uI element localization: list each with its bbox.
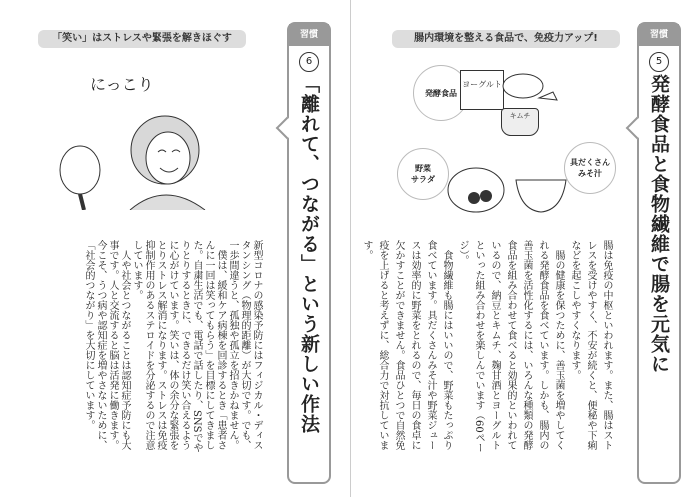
paragraph: 新型コロナの感染予防にはフィジカル・ディスタンシング（物理的距離）が大切です。でも、一歩間違うと、孤独や孤立を招きかねません。 [227,240,262,450]
paragraph: 腸の健康を保つために、善玉菌を増やしてくれる発酵食品を食べています。しかも、腸内の善玉菌を活性化するには、いろんな種類の発酵食品を組み合わせて食べると効果的といわれているので、納豆とキムチ、麹甘酒とヨーグルトといった組み合わせを楽しんでいます（60ページ）。 [457,240,564,453]
smiling-woman-illustration [50,60,240,210]
section-header: 腸内環境を整える食品で、免疫力アップ! [392,30,620,48]
body-text [361,240,614,455]
illustration-caption: にっこり [90,75,154,94]
label-salad: 野菜 サラダ [397,148,449,200]
label-fermented-food: 発酵食品 [413,65,469,121]
habit-number: 5 [649,52,669,72]
chapter-tab [287,22,331,484]
paragraph: 食物繊維も腸にはいいので、野菜もたっぷり食べています。具だくさんみそ汁や野菜ジュースは効率的に野菜をとれるので、毎日の食卓に欠かすことができません。食品ひとつで自然免疫を上げると考えずに、総合力で対抗しています。 [361,240,452,450]
cheese-illustration [501,68,561,108]
section-header: 「笑い」はストレスや緊張を解きほぐす [38,30,246,48]
paragraph: 腸は免疫の中枢といわれます。また、腸はストレスを受けやすく、不安が続くと、便秘や下痢などを起こしやすくなります。 [569,240,612,450]
label-miso-soup: 具だくさん みそ汁 [564,142,616,194]
paragraph: 僕は、緩和ケア病棟を回診するとき「患者さんに一回は笑ってもらう」を目標にしてきました。自粛生活でも、電話で話したり、SNSでやりとりするときに、できるだけ笑い合えるように心がけています。笑いは、体の余分な緊張をとりストレス解消になります。ストレスは免疫抑制作用のあるステロイドを分泌するので注意しています。 [131,240,226,453]
habit-number: 6 [299,52,319,72]
paragraph: 人や社会とつながることは認知症予防にも大事です。人と交流すると脳は活発に働きます。今こそ、うつ病や認知症を増やさないために、「社会的つながり」を大切にしています。 [83,240,130,450]
tab-label: 習慣 [289,24,329,46]
kimchi-illustration: キムチ [501,108,539,136]
page-title: 発酵食品と食物繊維で腸を元気に [648,74,670,374]
page-title: 「離れて、つながる」という新しい作法 [298,74,320,434]
chapter-tab [637,22,681,484]
right-page [351,0,700,497]
tab-label: 習慣 [639,24,679,46]
body-text [83,240,262,455]
yogurt-illustration: ヨーグルト [460,70,504,110]
salad-and-soup-illustration [446,160,576,220]
